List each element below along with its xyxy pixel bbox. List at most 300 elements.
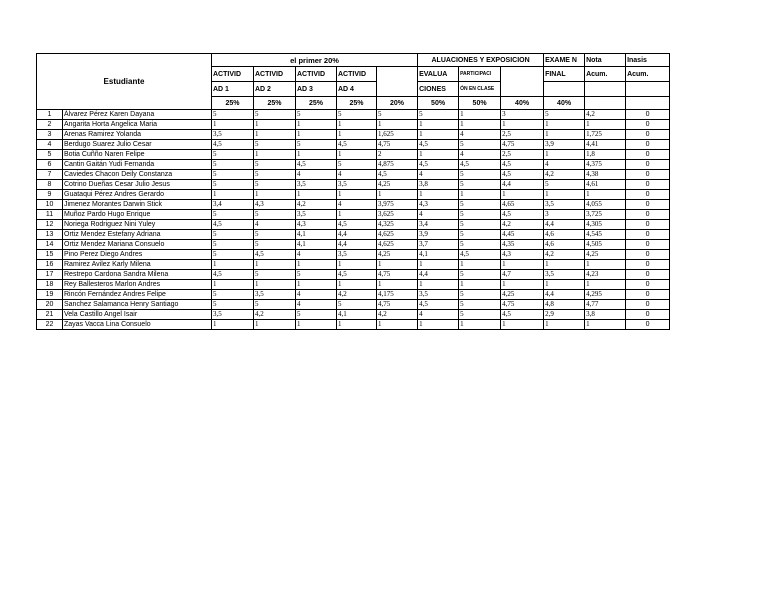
act1-score: 3,5 xyxy=(212,130,254,140)
group2-score: 4,5 xyxy=(501,160,544,170)
act2-score: 5 xyxy=(254,240,296,250)
nota-acum: 4,25 xyxy=(585,250,626,260)
student-name: Álvarez Pérez Karen Dayana xyxy=(63,110,212,120)
group2-score: 4,4 xyxy=(501,180,544,190)
row-number: 21 xyxy=(37,310,63,320)
inasis-acum: 0 xyxy=(626,140,670,150)
eval-score: 4,5 xyxy=(418,160,459,170)
row-number: 9 xyxy=(37,190,63,200)
table-row xyxy=(37,190,670,200)
row-number: 4 xyxy=(37,140,63,150)
part-score: 5 xyxy=(459,140,501,150)
act2-score: 1 xyxy=(254,190,296,200)
row-number: 8 xyxy=(37,180,63,190)
act4-score: 3,5 xyxy=(337,250,377,260)
act2-score: 5 xyxy=(254,230,296,240)
act1-score: 3,4 xyxy=(212,200,254,210)
group2-score: 4,35 xyxy=(501,240,544,250)
nota-acum: 4,77 xyxy=(585,300,626,310)
group2-score: 1 xyxy=(501,260,544,270)
act2-score: 4,2 xyxy=(254,310,296,320)
eval-header-a: EVALUA xyxy=(418,67,459,82)
pct-exam: 40% xyxy=(544,97,585,110)
table-row xyxy=(37,150,670,160)
exam-score: 4,8 xyxy=(544,300,585,310)
table-row xyxy=(37,290,670,300)
act3-score: 4 xyxy=(296,300,337,310)
student-name: Cantin Gaitán Yudi Fernanda xyxy=(63,160,212,170)
student-name: Zayas Vacca Lina Consuelo xyxy=(63,320,212,330)
eval-score: 1 xyxy=(418,150,459,160)
act3-score: 1 xyxy=(296,150,337,160)
eval-score: 1 xyxy=(418,130,459,140)
act4-score: 4,4 xyxy=(337,230,377,240)
row-number: 13 xyxy=(37,230,63,240)
group2-score: 4,5 xyxy=(501,170,544,180)
row-number: 1 xyxy=(37,110,63,120)
table-row xyxy=(37,130,670,140)
nota-acum: 4,545 xyxy=(585,230,626,240)
act4-score: 4,5 xyxy=(337,220,377,230)
act3-score: 4,3 xyxy=(296,220,337,230)
pct-act4: 25% xyxy=(337,97,377,110)
act4-score: 1 xyxy=(337,130,377,140)
table-row xyxy=(37,280,670,290)
group1-score: 4,75 xyxy=(377,140,418,150)
inasis-acum: 0 xyxy=(626,310,670,320)
eval-score: 4 xyxy=(418,310,459,320)
inasis-acum: 0 xyxy=(626,150,670,160)
part-score: 5 xyxy=(459,220,501,230)
exam-sub-header: FINAL xyxy=(544,67,585,82)
pct-act1: 25% xyxy=(212,97,254,110)
act3-score: 3,5 xyxy=(296,180,337,190)
table-row xyxy=(37,200,670,210)
group1-score: 1 xyxy=(377,120,418,130)
group1-score: 4,625 xyxy=(377,240,418,250)
nota-acum: 1 xyxy=(585,320,626,330)
eval-score: 4 xyxy=(418,210,459,220)
table-row xyxy=(37,240,670,250)
group2-header: ALUACIONES Y EXPOSICION xyxy=(418,54,544,67)
act4-score: 5 xyxy=(337,110,377,120)
group1-score: 1,625 xyxy=(377,130,418,140)
group1-score: 5 xyxy=(377,110,418,120)
exam-score: 4,4 xyxy=(544,290,585,300)
row-number: 12 xyxy=(37,220,63,230)
part-score: 5 xyxy=(459,290,501,300)
student-name: Rincón Fernández Andres Felipe xyxy=(63,290,212,300)
act1-score: 5 xyxy=(212,210,254,220)
act1-score: 5 xyxy=(212,250,254,260)
row-number: 15 xyxy=(37,250,63,260)
inasis-acum: 0 xyxy=(626,290,670,300)
group1-score: 4,25 xyxy=(377,250,418,260)
table-row xyxy=(37,120,670,130)
act1-score: 4,5 xyxy=(212,140,254,150)
inasis-acum: 0 xyxy=(626,260,670,270)
nota-acum: 1 xyxy=(585,260,626,270)
nota-acum: 4,055 xyxy=(585,200,626,210)
nota-acum: 4,2 xyxy=(585,110,626,120)
act3-score: 1 xyxy=(296,130,337,140)
group2-score: 4,7 xyxy=(501,270,544,280)
student-name: Cotrino Dueñas Cesar Julio Jesus xyxy=(63,180,212,190)
nota-acum: 1,8 xyxy=(585,150,626,160)
act3-score: 1 xyxy=(296,320,337,330)
nota-acum: 4,41 xyxy=(585,140,626,150)
student-name: Rey Ballesteros Marlon Andres xyxy=(63,280,212,290)
exam-score: 1 xyxy=(544,130,585,140)
act1-score: 5 xyxy=(212,240,254,250)
group1-score: 4,2 xyxy=(377,310,418,320)
act4-score: 5 xyxy=(337,300,377,310)
part-score: 1 xyxy=(459,320,501,330)
exam-score: 4,6 xyxy=(544,240,585,250)
eval-score: 1 xyxy=(418,120,459,130)
act1-score: 3,5 xyxy=(212,310,254,320)
inasis-acum: 0 xyxy=(626,130,670,140)
part-score: 1 xyxy=(459,110,501,120)
act2-score: 4,5 xyxy=(254,250,296,260)
nota-acum: 3,8 xyxy=(585,310,626,320)
table-row xyxy=(37,160,670,170)
exam-score: 1 xyxy=(544,120,585,130)
table-row xyxy=(37,260,670,270)
nota-acum: 4,305 xyxy=(585,220,626,230)
eval-score: 3,4 xyxy=(418,220,459,230)
student-name: Vela Castillo Angel Isair xyxy=(63,310,212,320)
row-number: 19 xyxy=(37,290,63,300)
exam-score: 1 xyxy=(544,280,585,290)
nota-acum: 1 xyxy=(585,120,626,130)
pct-part: 50% xyxy=(459,97,501,110)
act4-score: 4,1 xyxy=(337,310,377,320)
group2-score: 4,45 xyxy=(501,230,544,240)
group1-score: 3,625 xyxy=(377,210,418,220)
act1-score: 5 xyxy=(212,180,254,190)
act4-score: 3,5 xyxy=(337,180,377,190)
group2-score: 4,5 xyxy=(501,310,544,320)
group1-score: 4,75 xyxy=(377,270,418,280)
group1-score: 1 xyxy=(377,280,418,290)
student-name: Noriega Rodriguez Nini Yuley xyxy=(63,220,212,230)
act2-score: 4,3 xyxy=(254,200,296,210)
act1-score: 4,5 xyxy=(212,220,254,230)
act3-header-b: AD 3 xyxy=(296,82,337,97)
act4-header-b: AD 4 xyxy=(337,82,377,97)
act2-score: 5 xyxy=(254,180,296,190)
act4-score: 4,5 xyxy=(337,140,377,150)
student-name: Ortiz Mendez Estefany Adriana xyxy=(63,230,212,240)
pct-nota-blank xyxy=(585,97,626,110)
eval-score: 4 xyxy=(418,170,459,180)
act1-score: 5 xyxy=(212,150,254,160)
exam-blank xyxy=(544,82,585,97)
inasis-acum: 0 xyxy=(626,320,670,330)
student-name: Jimenez Morantes Darwin Stick xyxy=(63,200,212,210)
grades-spreadsheet xyxy=(36,53,669,357)
act1-score: 5 xyxy=(212,110,254,120)
eval-score: 4,5 xyxy=(418,140,459,150)
act3-score: 3,5 xyxy=(296,210,337,220)
part-score: 5 xyxy=(459,270,501,280)
exam-score: 1 xyxy=(544,260,585,270)
pct-group2: 40% xyxy=(501,97,544,110)
group1-total-blank xyxy=(377,67,418,97)
part-score: 5 xyxy=(459,200,501,210)
act3-score: 1 xyxy=(296,120,337,130)
act3-score: 5 xyxy=(296,310,337,320)
row-number: 17 xyxy=(37,270,63,280)
act4-score: 1 xyxy=(337,320,377,330)
eval-score: 4,5 xyxy=(418,300,459,310)
table-row xyxy=(37,170,670,180)
act3-score: 4 xyxy=(296,290,337,300)
act3-score: 4 xyxy=(296,250,337,260)
table-row xyxy=(37,210,670,220)
group1-score: 1 xyxy=(377,320,418,330)
row-number: 2 xyxy=(37,120,63,130)
act3-score: 5 xyxy=(296,110,337,120)
eval-score: 3,8 xyxy=(418,180,459,190)
act3-header-a: ACTIVID xyxy=(296,67,337,82)
act4-score: 4 xyxy=(337,170,377,180)
group1-score: 4,25 xyxy=(377,180,418,190)
row-number: 6 xyxy=(37,160,63,170)
student-name: Ramirez Avilez Karly Milena xyxy=(63,260,212,270)
row-number: 18 xyxy=(37,280,63,290)
eval-score: 1 xyxy=(418,190,459,200)
row-number: 5 xyxy=(37,150,63,160)
act3-score: 1 xyxy=(296,260,337,270)
eval-header-b: CIONES xyxy=(418,82,459,97)
nota-acum: 4,38 xyxy=(585,170,626,180)
act2-score: 5 xyxy=(254,300,296,310)
inasis-acum: 0 xyxy=(626,180,670,190)
group2-score: 4,5 xyxy=(501,210,544,220)
act4-score: 4,5 xyxy=(337,270,377,280)
act2-score: 5 xyxy=(254,110,296,120)
act2-score: 1 xyxy=(254,120,296,130)
exam-score: 3,9 xyxy=(544,140,585,150)
eval-score: 1 xyxy=(418,320,459,330)
act1-score: 5 xyxy=(212,160,254,170)
eval-score: 3,7 xyxy=(418,240,459,250)
group1-score: 3,975 xyxy=(377,200,418,210)
inasis-header: Inasis xyxy=(626,54,670,67)
act1-score: 1 xyxy=(212,280,254,290)
inasis-acum: 0 xyxy=(626,240,670,250)
act1-score: 1 xyxy=(212,260,254,270)
inasis-acum: 0 xyxy=(626,250,670,260)
act4-score: 1 xyxy=(337,280,377,290)
act4-score: 1 xyxy=(337,120,377,130)
group2-score: 2,5 xyxy=(501,130,544,140)
eval-score: 4,4 xyxy=(418,270,459,280)
inasis-acum: 0 xyxy=(626,120,670,130)
group2-score: 1 xyxy=(501,190,544,200)
eval-score: 4,1 xyxy=(418,250,459,260)
act3-score: 1 xyxy=(296,190,337,200)
row-number: 14 xyxy=(37,240,63,250)
act2-score: 5 xyxy=(254,210,296,220)
part-score: 5 xyxy=(459,230,501,240)
exam-score: 4,4 xyxy=(544,220,585,230)
eval-score: 5 xyxy=(418,110,459,120)
exam-score: 3,5 xyxy=(544,200,585,210)
act1-score: 5 xyxy=(212,290,254,300)
eval-score: 3,5 xyxy=(418,290,459,300)
part-score: 1 xyxy=(459,190,501,200)
act1-score: 1 xyxy=(212,120,254,130)
act2-header-b: AD 2 xyxy=(254,82,296,97)
nota-acum: 4,375 xyxy=(585,160,626,170)
nota-blank xyxy=(585,82,626,97)
group1-score: 4,75 xyxy=(377,300,418,310)
inasis-acum: 0 xyxy=(626,230,670,240)
table-row xyxy=(37,300,670,310)
student-name: Arenas Ramirez Yolanda xyxy=(63,130,212,140)
inasis-acum: 0 xyxy=(626,280,670,290)
act3-score: 4 xyxy=(296,170,337,180)
row-number: 3 xyxy=(37,130,63,140)
exam-score: 5 xyxy=(544,110,585,120)
exam-score: 4,6 xyxy=(544,230,585,240)
act3-score: 4,2 xyxy=(296,200,337,210)
act4-score: 1 xyxy=(337,150,377,160)
exam-score: 1 xyxy=(544,150,585,160)
nota-header: Nota xyxy=(585,54,626,67)
part-score: 5 xyxy=(459,210,501,220)
group2-score: 4,75 xyxy=(501,140,544,150)
exam-score: 1 xyxy=(544,320,585,330)
act2-score: 1 xyxy=(254,320,296,330)
group2-score: 3 xyxy=(501,110,544,120)
act2-score: 1 xyxy=(254,130,296,140)
act3-score: 4,5 xyxy=(296,160,337,170)
part-header-a: PARTICIPACI xyxy=(459,67,501,82)
student-name: Berdugo Suarez Julio Cesar xyxy=(63,140,212,150)
grades-table xyxy=(36,53,670,330)
group2-score: 4,3 xyxy=(501,250,544,260)
act2-score: 3,5 xyxy=(254,290,296,300)
inasis-acum: 0 xyxy=(626,220,670,230)
table-row xyxy=(37,320,670,330)
row-number: 11 xyxy=(37,210,63,220)
act3-score: 4,1 xyxy=(296,240,337,250)
student-name: Restrepo Cardona Sandra Milena xyxy=(63,270,212,280)
part-score: 5 xyxy=(459,300,501,310)
act4-score: 4,4 xyxy=(337,240,377,250)
group1-score: 4,625 xyxy=(377,230,418,240)
exam-score: 4,2 xyxy=(544,250,585,260)
group1-score: 1 xyxy=(377,190,418,200)
pct-group1: 20% xyxy=(377,97,418,110)
pct-act3: 25% xyxy=(296,97,337,110)
pct-inasis-blank xyxy=(626,97,670,110)
act1-score: 1 xyxy=(212,320,254,330)
group2-score: 2,5 xyxy=(501,150,544,160)
act2-score: 4 xyxy=(254,220,296,230)
nota-acum: 4,23 xyxy=(585,270,626,280)
exam-header: EXAME N xyxy=(544,54,585,67)
part-score: 1 xyxy=(459,260,501,270)
pct-act2: 25% xyxy=(254,97,296,110)
group2-score: 4,25 xyxy=(501,290,544,300)
act1-score: 5 xyxy=(212,170,254,180)
student-rows xyxy=(37,110,670,330)
exam-score: 3 xyxy=(544,210,585,220)
group1-score: 2 xyxy=(377,150,418,160)
group2-total-blank xyxy=(501,67,544,97)
nota-acum: 1,725 xyxy=(585,130,626,140)
act4-score: 4 xyxy=(337,200,377,210)
exam-score: 3,5 xyxy=(544,270,585,280)
row-number: 16 xyxy=(37,260,63,270)
part-score: 5 xyxy=(459,240,501,250)
group2-score: 4,65 xyxy=(501,200,544,210)
student-name: Guataqui Pérez Andres Gerardo xyxy=(63,190,212,200)
eval-score: 1 xyxy=(418,260,459,270)
exam-score: 1 xyxy=(544,190,585,200)
group2-score: 1 xyxy=(501,280,544,290)
part-score: 1 xyxy=(459,280,501,290)
exam-score: 5 xyxy=(544,180,585,190)
table-row xyxy=(37,250,670,260)
student-name: Angarita Horta Angelica Maria xyxy=(63,120,212,130)
inasis-acum: 0 xyxy=(626,110,670,120)
row-number: 10 xyxy=(37,200,63,210)
act2-score: 1 xyxy=(254,280,296,290)
table-row xyxy=(37,110,670,120)
inasis-acum: 0 xyxy=(626,170,670,180)
group2-score: 1 xyxy=(501,120,544,130)
part-score: 5 xyxy=(459,180,501,190)
part-score: 4,5 xyxy=(459,160,501,170)
table-row xyxy=(37,230,670,240)
eval-score: 4,3 xyxy=(418,200,459,210)
group2-score: 4,75 xyxy=(501,300,544,310)
part-score: 5 xyxy=(459,170,501,180)
nota-acum: 4,505 xyxy=(585,240,626,250)
act2-score: 5 xyxy=(254,270,296,280)
nota-sub-header: Acum. xyxy=(585,67,626,82)
group2-score: 4,2 xyxy=(501,220,544,230)
table-row xyxy=(37,220,670,230)
table-row xyxy=(37,140,670,150)
group1-score: 4,5 xyxy=(377,170,418,180)
part-score: 4 xyxy=(459,130,501,140)
inasis-acum: 0 xyxy=(626,300,670,310)
row-number: 20 xyxy=(37,300,63,310)
inasis-acum: 0 xyxy=(626,270,670,280)
nota-acum: 3,725 xyxy=(585,210,626,220)
inasis-sub-header: Acum. xyxy=(626,67,670,82)
table-row xyxy=(37,180,670,190)
pct-eval: 50% xyxy=(418,97,459,110)
student-name: Muñoz Pardo Hugo Enrique xyxy=(63,210,212,220)
act3-score: 5 xyxy=(296,270,337,280)
group1-score: 4,175 xyxy=(377,290,418,300)
act2-header-a: ACTIVID xyxy=(254,67,296,82)
eval-score: 1 xyxy=(418,280,459,290)
inasis-acum: 0 xyxy=(626,200,670,210)
student-name: Sanchez Salamanca Henry Santiago xyxy=(63,300,212,310)
student-name: Ortiz Mendez Mariana Consuelo xyxy=(63,240,212,250)
exam-score: 4,2 xyxy=(544,170,585,180)
inasis-blank xyxy=(626,82,670,97)
